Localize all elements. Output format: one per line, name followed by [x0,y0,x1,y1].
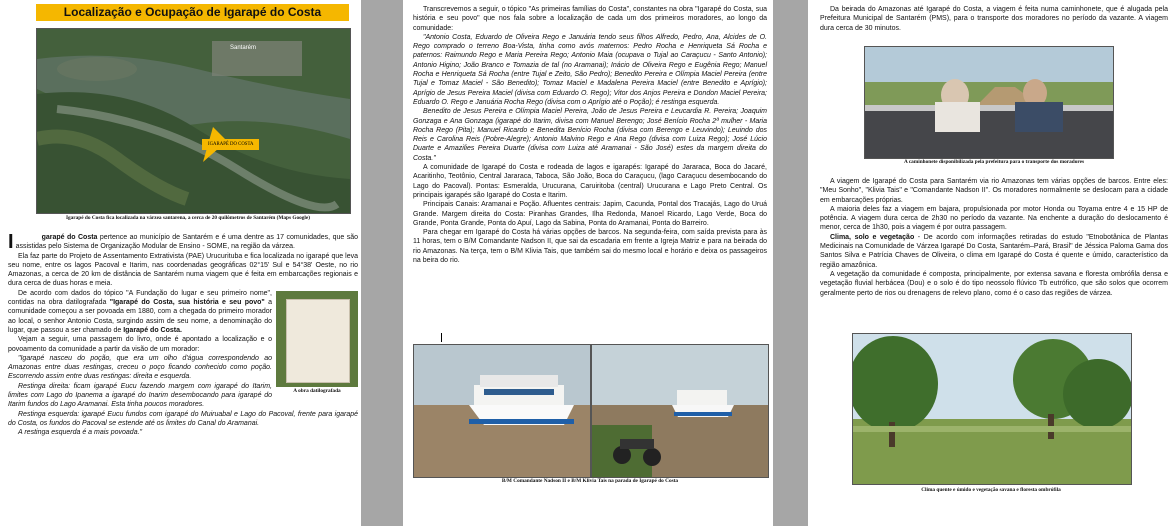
boat-photo-left-drawing [414,345,590,477]
text-cursor [441,333,442,342]
passage-intro-paragraph: Vejam a seguir, uma passagem do livro, onde é apontado a localização e o povoamento da comunidade a partir da visão de um morador: [8,336,272,353]
vegetation-photo [852,333,1132,485]
pae-paragraph: Ela faz parte do Projeto de Assentamento Extrativista (PAE) Urucurituba e fica localizada no igarapé que leva seu nome, entre os lagos Pacoval e Itarim, nas coordenadas geográficas 02°15' Sul e 54°38' Oeste, no rio Amazonas, a cerca de 20 km de distância de Santarém numa viagem que é feita em embarcações regionais e dura cerca de duas horas e meia. [8,252,358,288]
intro-bold: garapé do Costa [41,234,98,241]
history-text-b: a comunidade começou a ser povoada em 1880, com a chegada do primeiro morador ao local, o senhor Antonio Costa, surgindo assim de seu nome, a denominação do lugar, que passou a ser chamado de [8,299,272,334]
boat-photo-left [413,344,591,478]
page1-body [8,233,358,438]
road-paragraph-block [820,5,1168,33]
document-page-3 [808,0,1175,526]
history-text-a: De acordo com dados do tópico "A Fundação do lugar e seu primeiro nome", contidas na obra datilografada [8,289,272,307]
quote-paragraph-1: "Igarapé nasceu do poção, que era um olho d'água correspondendo ao Amazonas entre duas restingas, creceu o poço ficando conhecido como poção. Escorrendo assim entre duas restingas: direita e esquerda. [8,354,272,381]
quote-paragraph-2: Restinga direita: ficam igarapé Eucu fazendo margem com igarapé do Itarim, limites com Lago do Ipanema a igarapé do Inarim desembocando para igarapé do Itarim fundos do Lago Aramanai. Esta tinha poucos moradores. [8,382,272,409]
vegetation-caption: Clima quente e úmido e vegetação savana e floresta ombrófila [921,487,1061,493]
climate-text: - De acordo com informações retiradas do estudo "Etnobotânica de Plantas Medicinais na Comunidade de Várzea Igarapé Do Costa, Santarém–Pará, Brasil" de Jéssica Paloma Gama dos Santos Silva e Patrícia Chaves de Oliveira, o clima em Igarapé do Costa é quente e úmido, característico da região amazônica. [820,233,1168,269]
truck-photo [864,46,1114,159]
families-quote-1: "Antonio Costa, Eduardo de Oliveira Rego e Januária tendo seus filhos Alfredo, Pedro, Ana, Alcides de O. Rego comprado o terreno Boa-Vista, tinha como avós maternos: Pedro Rocha e Henriqueta Sá Rocha e paternos: Raimundo Rego e Maria Pereira Rego; Antonio Maia (ocupava o Tujal ao Caraçucu - Santo Antonio); Antonio Higino; João Branco e Tomazia de tal (no Aramanai); Inácio de Oliveira Rego e Eugênia Rego; Manuel Rocha e Henriqueta Sá Rocha (entre Tujal e Zeito, São Pedro); Benedito Pereira e Olímpia Maciel Pereira (entre Tujal e Tomaz Maciel - São Benedito); Tomaz Maciel e Madalena Pereira Maciel (entre Benedito e Aprígio); Aprígio de Jesus Pereira Maciel (divisa com Eduardo O. Rego); Vitor dos Anjos Pereira e Dondon Maciel Pereira; Eduardo O. Rego e Januária Rocha Rego (divisa com o Aprígio até o Poção); é restinga esquerda. [413,33,767,106]
map-city-label: Santarém [230,45,257,51]
families-quote [413,33,767,163]
boats-paragraph: Para chegar em Igarapé do Costa há várias opções de barcos. Na segunda-feira, com saída prevista para às 11 horas, tem o B/M Comandante Nadson II, que sai da escadaria em frente a Igreja Matriz e para na beirada do rio Amazonas. Na terça, tem o B/M Klivia Tais, que também sai do mesmo local e horário e deixa os passageiros na beira do rio. [413,229,767,265]
satellite-map-image [36,28,351,214]
truck-caption: A caminhonete disponibilizada pela prefeitura para o transporte dos moradores [903,159,1085,165]
vegetation-photo-drawing [853,334,1131,484]
page-title: Localização e Ocupação de Igarapé do Costa [36,4,349,21]
truck-photo-drawing [865,47,1113,158]
intro-paragraph [8,233,358,252]
bajara-paragraph: A maioria deles faz a viagem em bajara, propulsionada por motor Honda ou Toyama entre 4 e 15 HP de potência. A viagem dura cerca de 2h30 no período da vazante. Na enchente a duração do deslocamento é menor, cerca de 1h30, pois a viagem é por outra passagem. [820,205,1168,232]
page2-body [413,5,767,265]
boat-photo-right-drawing [592,345,768,477]
boats-caption: B/M Comandante Nadson II e B/M Klivia Tais na parada de Igarapé do Costa [501,478,679,484]
book-title-bold: "Igarapé do Costa, sua história e seu povo" [109,299,265,307]
intro-text: pertence ao município de Santarém e é uma dentre as 17 comunidades, que são assistidas pelo Sistema de Organização Modular de Ensino - SOME, na região da várzea. [15,234,358,251]
satellite-map-drawing [37,29,350,213]
lakes-paragraph: A comunidade de Igarapé do Costa e rodeada de lagos e igarapés: Igarapé do Jararaca, Boca do Jacaré, Acaritinho, Teotônio, Central Jararaca, Taboca, São João, Boca do Caraçucu, (lago Caraçucu desembocando do Lago do Pacoval). Pontas: Esmeralda, Urucurana, Caruiritoba (central) Urucurana e Lago Preto Central. Os principais igarapés são Igarapé do Costa e Itarim. [413,164,767,199]
road-paragraph: Da beirada do Amazonas até Igarapé do Costa, a viagem é feita numa caminhonete, que é alugada pela Prefeitura Municipal de Santarém (PMS), para o transporte dos moradores no período da vazante. A viagem dura cerca de 30 minutos. [820,6,1168,32]
families-intro-paragraph: Transcrevemos a seguir, o tópico "As primeiras famílias do Costa", constantes na obra "Igarapé do Costa, sua história e seu povo" que nos fala sobre a localização de cada um dos primeiros moradores, ao longo da comunidade: [413,6,767,32]
climate-heading: Clima, solo e vegetação [830,233,915,241]
book-photo-caption: A obra datilografada [293,387,341,394]
families-quote-2: Benedito de Jesus Pereira e Olímpia Maciel Pereira, João de Jesus Pereira e Leucardia R. Pereira; Joaquim Gonzaga e Ana Gonzaga (igarapé do Itarim, divisa com Manuel Berengo; José Benício Rocha 2ª mulher - Maria Rocha Rego (Pita); Manuel Ricardo e Benedita Benício Rocha (divisa com Berengo e Leuvindo); Leuindo dos Reis e Carolina Reis (Pobre-Alegre); Antonio Malvino Rego e Ana Rego (divisa com Luiza Rego); José Lúcio Duarte e Amazilies Pereira Duarte (divisa com Luiza até Aramanai - São José) estes da margem direita do Costa." [413,108,767,162]
boat-photo-right [591,344,769,478]
climate-paragraph [820,233,1168,270]
document-page-1 [0,0,361,526]
drop-cap: I [8,231,14,253]
channels-paragraph: Principais Canais: Aramanai e Poção. Afluentes centrais: Japim, Cacunda, Pontal dos Tracajás, Lago do Uruá Grande. Margem direita do Costa: Piranhas Grandes, Ilha Redonda, Manoel Ricardo, Lago Verde, Boca do Grande, Ponta Grande, Ponta do Apuí, Lago da Sabina, Ponta do Aramanai, Ponta do Barreiro. [413,201,767,227]
vegetation-paragraph: A vegetação da comunidade é composta, principalmente, por extensa savana e floresta ombrófila densa e vegetação fluvial herbácea (Dou) e o solo é do tipo neossolo flúvico Tb eutrófico, que são solos que ocorrem geralmente perto de rios ou drenagens de relevo plano, como é o caso das regiões de várzea. [820,270,1168,297]
document-page-2 [403,0,773,526]
quote-paragraph-3: Restinga esquerda: igarapé Eucu fundos com igarapé do Muiruabal e Lago do Pacoval, frente para igarapé do Costa, os fundos do Pacoval se estende até os limites do Canal do Aramanai. [8,410,358,427]
book-page-shape [286,299,350,383]
map-caption: Igarapé do Costa fica localizada na várzea santarena, a cerca de 20 quilômetros de Santarém (Maps Google) [65,215,311,221]
book-photo-frame [276,291,358,387]
quote-paragraph-4: A restinga esquerda é a mais povoada." [18,429,143,437]
community-name-bold: Igarapé do Costa. [123,326,182,334]
river-trip-paragraph: A viagem de Igarapé do Costa para Santarém via rio Amazonas tem várias opções de barcos. Entre eles: "Meu Sonho", "Klivia Tais" e "Comandante Nadson II". Os moradores normalmente se deslocam para a cidade em embarcações próprias. [820,178,1168,204]
typed-book-photo [276,291,358,399]
map-pin-label: IGARAPÉ DO COSTA [202,139,259,150]
page3-body [820,177,1168,298]
